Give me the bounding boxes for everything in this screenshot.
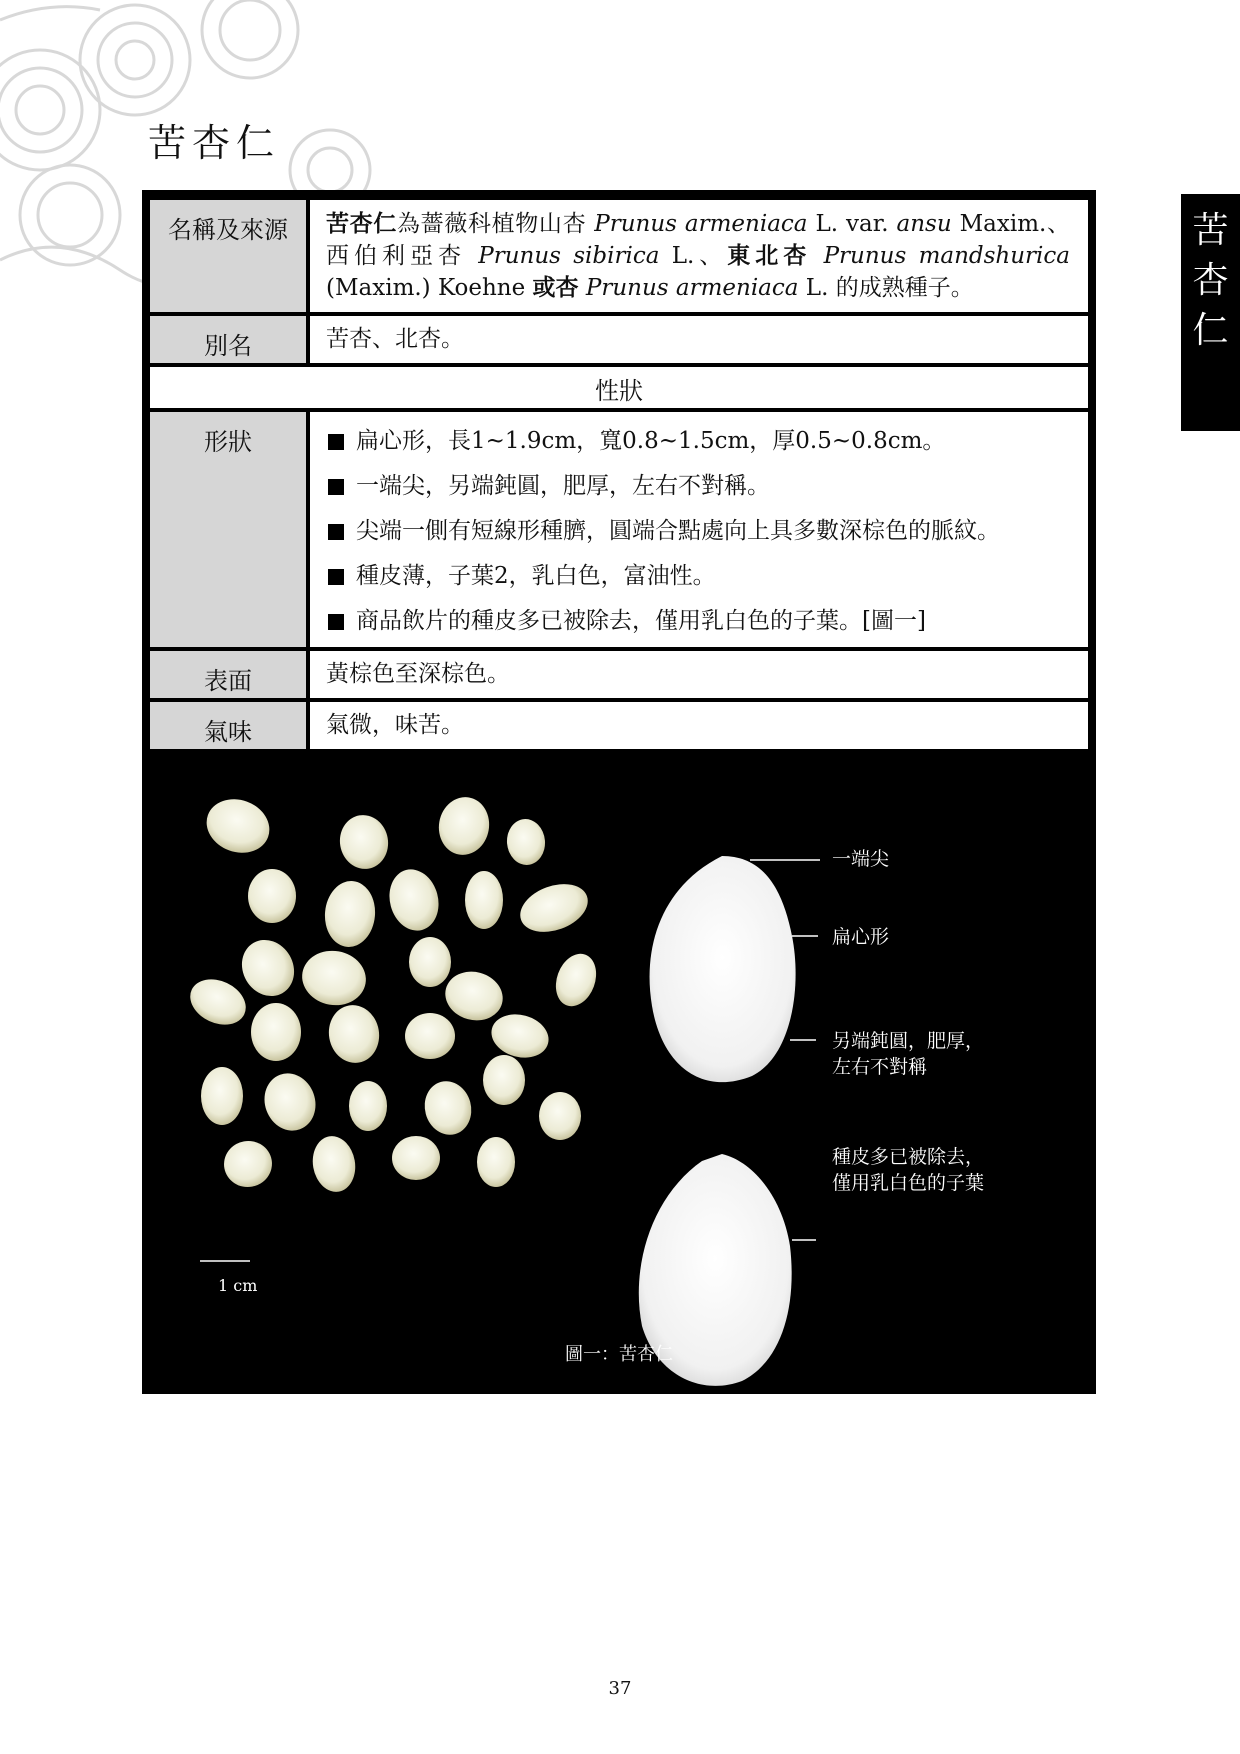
surface-label: 表面 — [150, 651, 306, 698]
seed — [251, 1003, 301, 1061]
source-text: L.、 — [659, 243, 728, 269]
seed — [349, 1081, 387, 1131]
species-name: Prunus sibirica — [478, 243, 660, 269]
shape-bullets — [326, 426, 1070, 637]
side-tab-char: 杏 — [1192, 260, 1229, 301]
seed — [505, 817, 547, 866]
shape-value — [306, 412, 1088, 647]
source-text: Maxim.、西伯利亞杏 — [326, 211, 1070, 269]
species-name: Prunus mandshurica — [823, 243, 1071, 269]
scale-label: 1 cm — [218, 1276, 258, 1295]
source-label: 名稱及來源 — [150, 200, 306, 312]
seed — [392, 1136, 440, 1180]
page-number: 37 — [608, 1678, 632, 1699]
seed — [483, 1055, 525, 1105]
alias-value: 苦杏、北杏。 — [306, 316, 1088, 363]
species-name: Prunus armeniaca — [585, 275, 799, 301]
species-name: Prunus armeniaca — [594, 211, 808, 237]
seed — [257, 1066, 324, 1138]
source-text: (Maxim.) Koehne — [326, 275, 533, 301]
seed — [220, 1137, 275, 1191]
source-text: 為薔薇科植物山杏 — [396, 211, 595, 237]
shape-bullet: 扁心形，長1~1.9cm，寬0.8~1.5cm，厚0.5~0.8cm。 — [326, 426, 1070, 457]
section-header: 性狀 — [150, 367, 1088, 408]
seed — [183, 971, 253, 1034]
label-blunt-1: 另端鈍圓，肥厚， — [832, 1030, 985, 1052]
shape-bullet: 種皮薄，子葉2，乳白色，富油性。 — [326, 561, 1070, 592]
odor-row — [150, 702, 1088, 749]
source-text: L. 的成熟種子。 — [798, 275, 974, 301]
seed — [477, 1137, 515, 1187]
seed — [419, 1076, 477, 1140]
page-title: 苦杏仁 — [148, 121, 281, 165]
shape-bullet: 尖端一側有短線形種臍，圓端合點處向上具多數深棕色的脈紋。 — [326, 516, 1070, 547]
surface-value: 黃棕色至深棕色。 — [306, 651, 1088, 698]
section-header-row — [150, 367, 1088, 408]
label-blunt-2: 左右不對稱 — [832, 1056, 928, 1078]
seed — [248, 869, 296, 923]
source-text: L. var. — [807, 211, 897, 237]
source-text — [811, 243, 823, 269]
alias-label: 別名 — [150, 316, 306, 363]
seed — [440, 965, 508, 1026]
odor-value: 氣微，味苦。 — [306, 702, 1088, 749]
label-flat-heart: 扁心形 — [832, 926, 890, 948]
seed — [322, 879, 378, 949]
seed — [405, 1013, 455, 1059]
source-value — [306, 200, 1088, 312]
side-tab-char: 仁 — [1192, 310, 1229, 351]
info-table — [150, 196, 1088, 753]
seed — [549, 948, 603, 1012]
side-tab-char: 苦 — [1192, 210, 1229, 251]
label-tip: 一端尖 — [832, 848, 890, 870]
seed — [199, 791, 277, 862]
label-removed-1: 種皮多已被除去， — [832, 1146, 985, 1168]
shape-label: 形狀 — [150, 412, 306, 647]
odor-label: 氣味 — [150, 702, 306, 749]
variety-name: ansu — [896, 211, 952, 237]
shape-row — [150, 412, 1088, 647]
shape-bullet: 一端尖，另端鈍圓，肥厚，左右不對稱。 — [326, 471, 1070, 502]
monograph-panel — [142, 190, 1096, 1394]
seed-photo — [142, 746, 1096, 1394]
seed — [324, 1001, 383, 1067]
seed — [336, 811, 393, 873]
figure-caption: 圖一：苦杏仁 — [565, 1344, 673, 1365]
seed — [409, 937, 451, 987]
label-removed-2: 僅用乳白色的子葉 — [832, 1172, 985, 1194]
seed — [514, 875, 595, 940]
side-tab — [1181, 194, 1240, 431]
surface-row — [150, 651, 1088, 698]
seed — [298, 946, 370, 1010]
seed — [465, 871, 503, 929]
seed — [308, 1133, 359, 1195]
seed — [201, 1067, 243, 1125]
herb-name: 苦杏仁 — [326, 210, 397, 237]
seed — [487, 1008, 554, 1064]
alias-row — [150, 316, 1088, 363]
common-name: 東北杏 — [727, 242, 812, 269]
seed — [232, 930, 304, 1005]
seed — [434, 793, 493, 859]
large-seed-top — [650, 856, 796, 1082]
source-text — [579, 275, 586, 301]
shape-bullet: 商品飲片的種皮多已被除去，僅用乳白色的子葉。[圖一] — [326, 606, 1070, 637]
common-name: 或杏 — [532, 274, 579, 301]
seed — [383, 864, 445, 936]
source-row — [150, 200, 1088, 312]
seed — [539, 1092, 581, 1140]
